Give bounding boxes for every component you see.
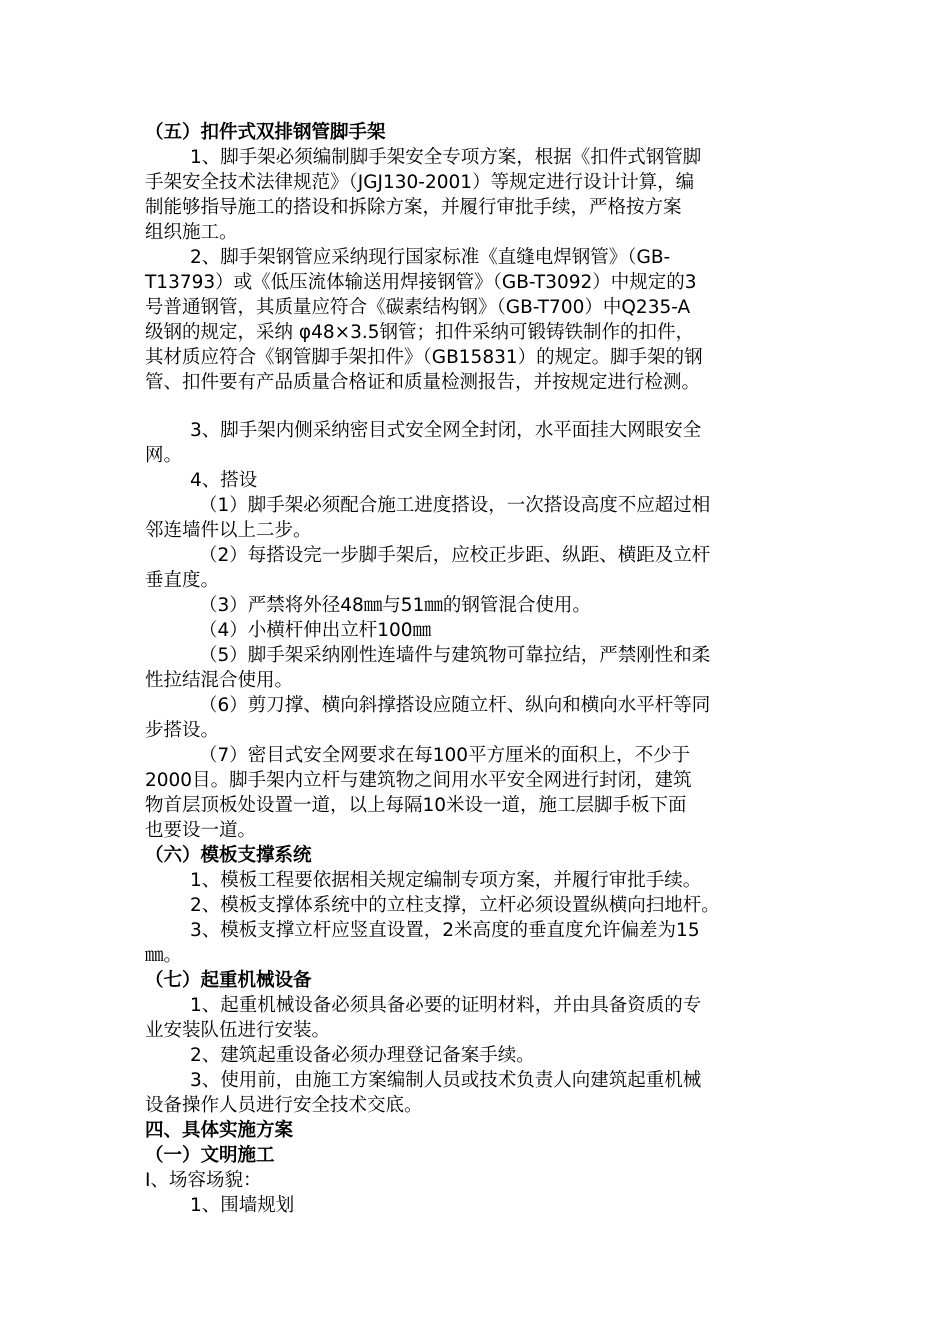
paragraph-line: 手架安全技术法律规范》（JGJ130-2001）等规定进行设计计算，编 bbox=[145, 172, 695, 193]
paragraph-line: 步搭设。 bbox=[145, 720, 220, 741]
paragraph-line: （4）小横杆伸出立杆100㎜ bbox=[199, 620, 432, 641]
paragraph-line: 网。 bbox=[145, 445, 183, 466]
paragraph-line: 4、搭设 bbox=[190, 470, 258, 491]
paragraph-line: 2、脚手架钢管应采纳现行国家标准《直缝电焊钢管》（GB- bbox=[190, 247, 671, 268]
paragraph-line: （1）脚手架必须配合施工进度搭设，一次搭设高度不应超过相 bbox=[199, 495, 711, 516]
paragraph-line: 性拉结混合使用。 bbox=[145, 670, 294, 691]
section-heading: （七）起重机械设备 bbox=[145, 970, 312, 991]
paragraph-line: （6）剪刀撑、横向斜撑搭设应随立杆、纵向和横向水平杆等同 bbox=[199, 695, 711, 716]
paragraph-line: 3、模板支撑立杆应竖直设置，2米高度的垂直度允许偏差为15 bbox=[190, 920, 700, 941]
paragraph-line: 级钢的规定，采纳 φ48×3.5钢管；扣件采纳可锻铸铁制作的扣件， bbox=[145, 322, 695, 343]
paragraph-line: 垂直度。 bbox=[145, 570, 220, 591]
paragraph-line: 业安装队伍进行安装。 bbox=[145, 1020, 331, 1041]
paragraph-line: 3、脚手架内侧采纳密目式安全网全封闭，水平面挂大网眼安全 bbox=[190, 420, 702, 441]
paragraph-line: 其材质应符合《钢管脚手架扣件》（GB15831）的规定。脚手架的钢 bbox=[145, 347, 703, 368]
paragraph-line: T13793）或《低压流体输送用焊接钢管》（GB-T3092）中规定的3 bbox=[145, 272, 697, 293]
paragraph-line: （7）密目式安全网要求在每100平方厘米的面积上，不少于 bbox=[199, 745, 691, 766]
paragraph-line: Ⅰ、场容场貌： bbox=[145, 1170, 262, 1191]
paragraph-line: 2、模板支撑体系统中的立柱支撑，立杆必须设置纵横向扫地杆。 bbox=[190, 895, 720, 916]
paragraph-line: 组织施工。 bbox=[145, 222, 238, 243]
paragraph-line: 管、扣件要有产品质量合格证和质量检测报告，并按规定进行检测。 bbox=[145, 372, 701, 393]
paragraph-line: 1、模板工程要依据相关规定编制专项方案，并履行审批手续。 bbox=[190, 870, 702, 891]
paragraph-line: （2）每搭设完一步脚手架后，应校正步距、纵距、横距及立杆 bbox=[199, 545, 711, 566]
paragraph-gap bbox=[145, 395, 825, 418]
paragraph-line: 2000目。脚手架内立杆与建筑物之间用水平安全网进行封闭，建筑 bbox=[145, 770, 692, 791]
paragraph-line: 物首层顶板处设置一道，以上每隔10米设一道，施工层脚手板下面 bbox=[145, 795, 687, 816]
paragraph-line: 3、使用前，由施工方案编制人员或技术负责人向建筑起重机械 bbox=[190, 1070, 702, 1091]
paragraph-line: ㎜。 bbox=[145, 945, 183, 966]
document-page bbox=[145, 120, 825, 1218]
section-heading: （五）扣件式双排钢管脚手架 bbox=[145, 122, 386, 143]
section-heading: （一）文明施工 bbox=[145, 1145, 275, 1166]
paragraph-line: 1、脚手架必须编制脚手架安全专项方案，根据《扣件式钢管脚 bbox=[190, 147, 702, 168]
paragraph-line: （5）脚手架采纳刚性连墙件与建筑物可靠拉结，严禁刚性和柔 bbox=[199, 645, 711, 666]
paragraph-line: 1、起重机械设备必须具备必要的证明材料，并由具备资质的专 bbox=[190, 995, 702, 1016]
paragraph-line: 设备操作人员进行安全技术交底。 bbox=[145, 1095, 423, 1116]
paragraph-line: 1、围墙规划 bbox=[190, 1195, 295, 1216]
chapter-heading: 四、具体实施方案 bbox=[145, 1120, 294, 1141]
paragraph-line: 2、建筑起重设备必须办理登记备案手续。 bbox=[190, 1045, 535, 1066]
paragraph-line: 制能够指导施工的搭设和拆除方案，并履行审批手续，严格按方案 bbox=[145, 197, 682, 218]
paragraph-line: 也要设一道。 bbox=[145, 820, 257, 841]
paragraph-line: （3）严禁将外径48㎜与51㎜的钢管混合使用。 bbox=[199, 595, 591, 616]
paragraph-line: 邻连墙件以上二步。 bbox=[145, 520, 312, 541]
paragraph-line: 号普通钢管，其质量应符合《碳素结构钢》（GB-T700）中Q235-A bbox=[145, 297, 691, 318]
section-heading: （六）模板支撑系统 bbox=[145, 845, 312, 866]
